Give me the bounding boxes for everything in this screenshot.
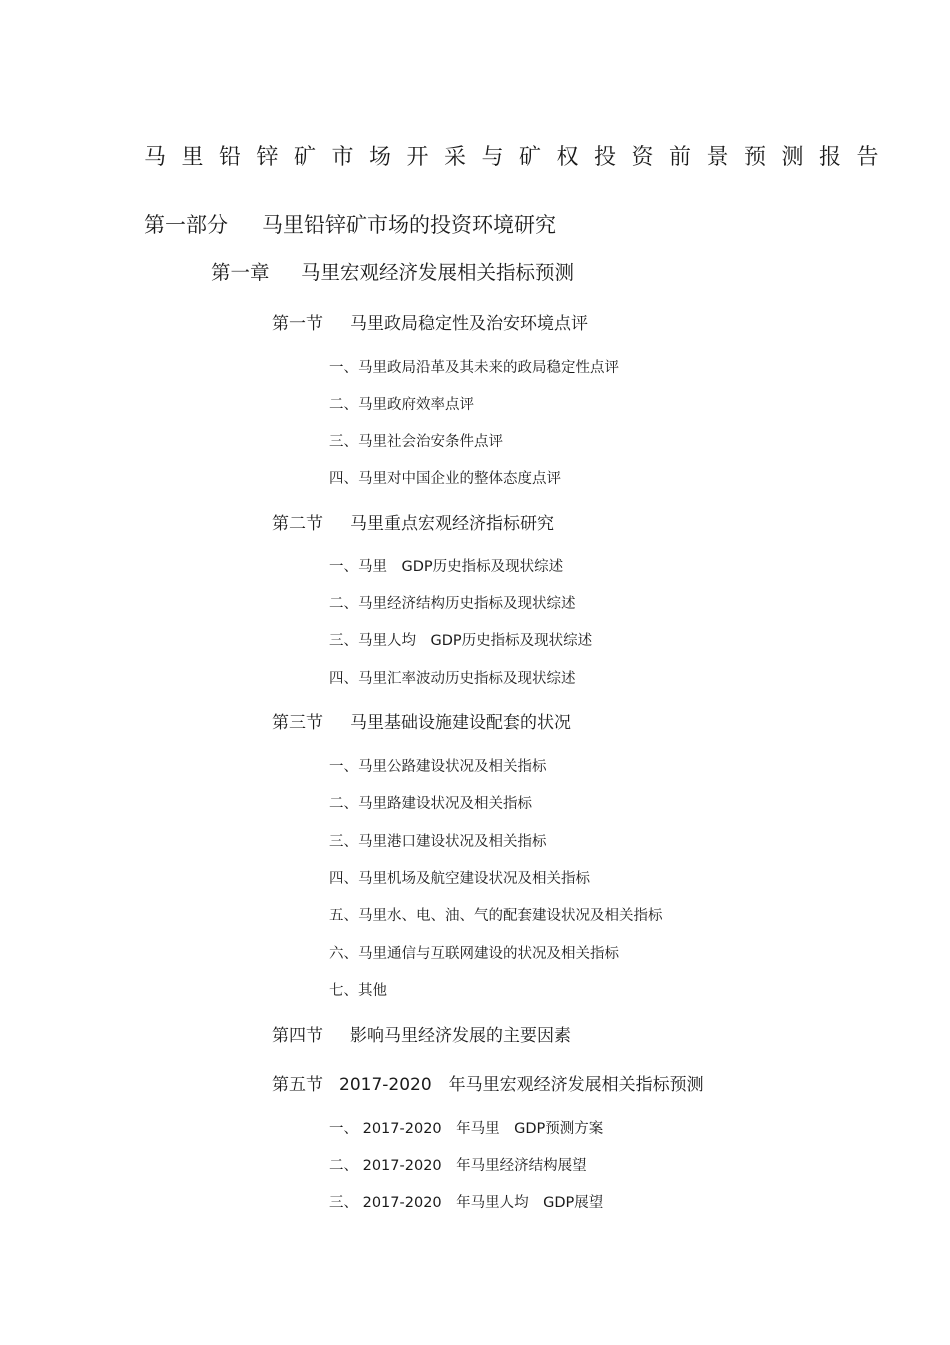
toc-item: 六、马里通信与互联网建设的状况及相关指标 — [329, 946, 619, 962]
section-heading — [272, 1073, 704, 1097]
part-heading — [144, 210, 556, 240]
section-heading — [272, 711, 571, 735]
toc-item: 四、马里汇率波动历史指标及现状综述 — [329, 671, 576, 687]
document-title: 马里铅锌矿市场开采与矿权投资前景预测报告 — [144, 145, 895, 170]
section-heading — [272, 1024, 571, 1048]
toc-item: 四、马里对中国企业的整体态度点评 — [329, 471, 561, 487]
toc-item: 一、马里 GDP历史指标及现状综述 — [329, 559, 564, 575]
section-title: 马里政局稳定性及治安环境点评 — [350, 314, 588, 334]
part-title: 马里铅锌矿市场的投资环境研究 — [262, 213, 556, 237]
section-title: 影响马里经济发展的主要因素 — [350, 1026, 571, 1046]
part-label: 第一部分 — [144, 213, 228, 237]
toc-item: 七、其他 — [329, 983, 387, 999]
chapter-title: 马里宏观经济发展相关指标预测 — [301, 261, 575, 284]
toc-item: 一、马里政局沿革及其未来的政局稳定性点评 — [329, 360, 619, 376]
section-label: 第一节 — [272, 314, 323, 334]
section-title: 马里重点宏观经济指标研究 — [350, 514, 554, 534]
toc-item: 二、马里路建设状况及相关指标 — [329, 796, 532, 812]
toc-item: 三、马里人均 GDP历史指标及现状综述 — [329, 633, 593, 649]
section-label: 第二节 — [272, 514, 323, 534]
toc-item: 二、马里经济结构历史指标及现状综述 — [329, 596, 576, 612]
chapter-label: 第一章 — [211, 261, 270, 284]
toc-item: 三、马里社会治安条件点评 — [329, 434, 503, 450]
section-title: 2017-2020 年马里宏观经济发展相关指标预测 — [339, 1075, 704, 1095]
section-label: 第四节 — [272, 1026, 323, 1046]
toc-item: 一、马里公路建设状况及相关指标 — [329, 759, 547, 775]
section-heading — [272, 512, 554, 536]
toc-item: 二、 2017-2020 年马里经济结构展望 — [329, 1158, 587, 1174]
toc-item: 五、马里水、电、油、气的配套建设状况及相关指标 — [329, 908, 663, 924]
section-title: 马里基础设施建设配套的状况 — [350, 713, 571, 733]
toc-item: 三、 2017-2020 年马里人均 GDP展望 — [329, 1195, 604, 1211]
toc-item: 三、马里港口建设状况及相关指标 — [329, 834, 547, 850]
toc-item: 一、 2017-2020 年马里 GDP预测方案 — [329, 1121, 604, 1137]
toc-item: 二、马里政府效率点评 — [329, 397, 474, 413]
section-label: 第五节 — [272, 1075, 323, 1095]
section-label: 第三节 — [272, 713, 323, 733]
section-heading — [272, 312, 588, 336]
toc-item: 四、马里机场及航空建设状况及相关指标 — [329, 871, 590, 887]
chapter-heading — [211, 259, 574, 287]
